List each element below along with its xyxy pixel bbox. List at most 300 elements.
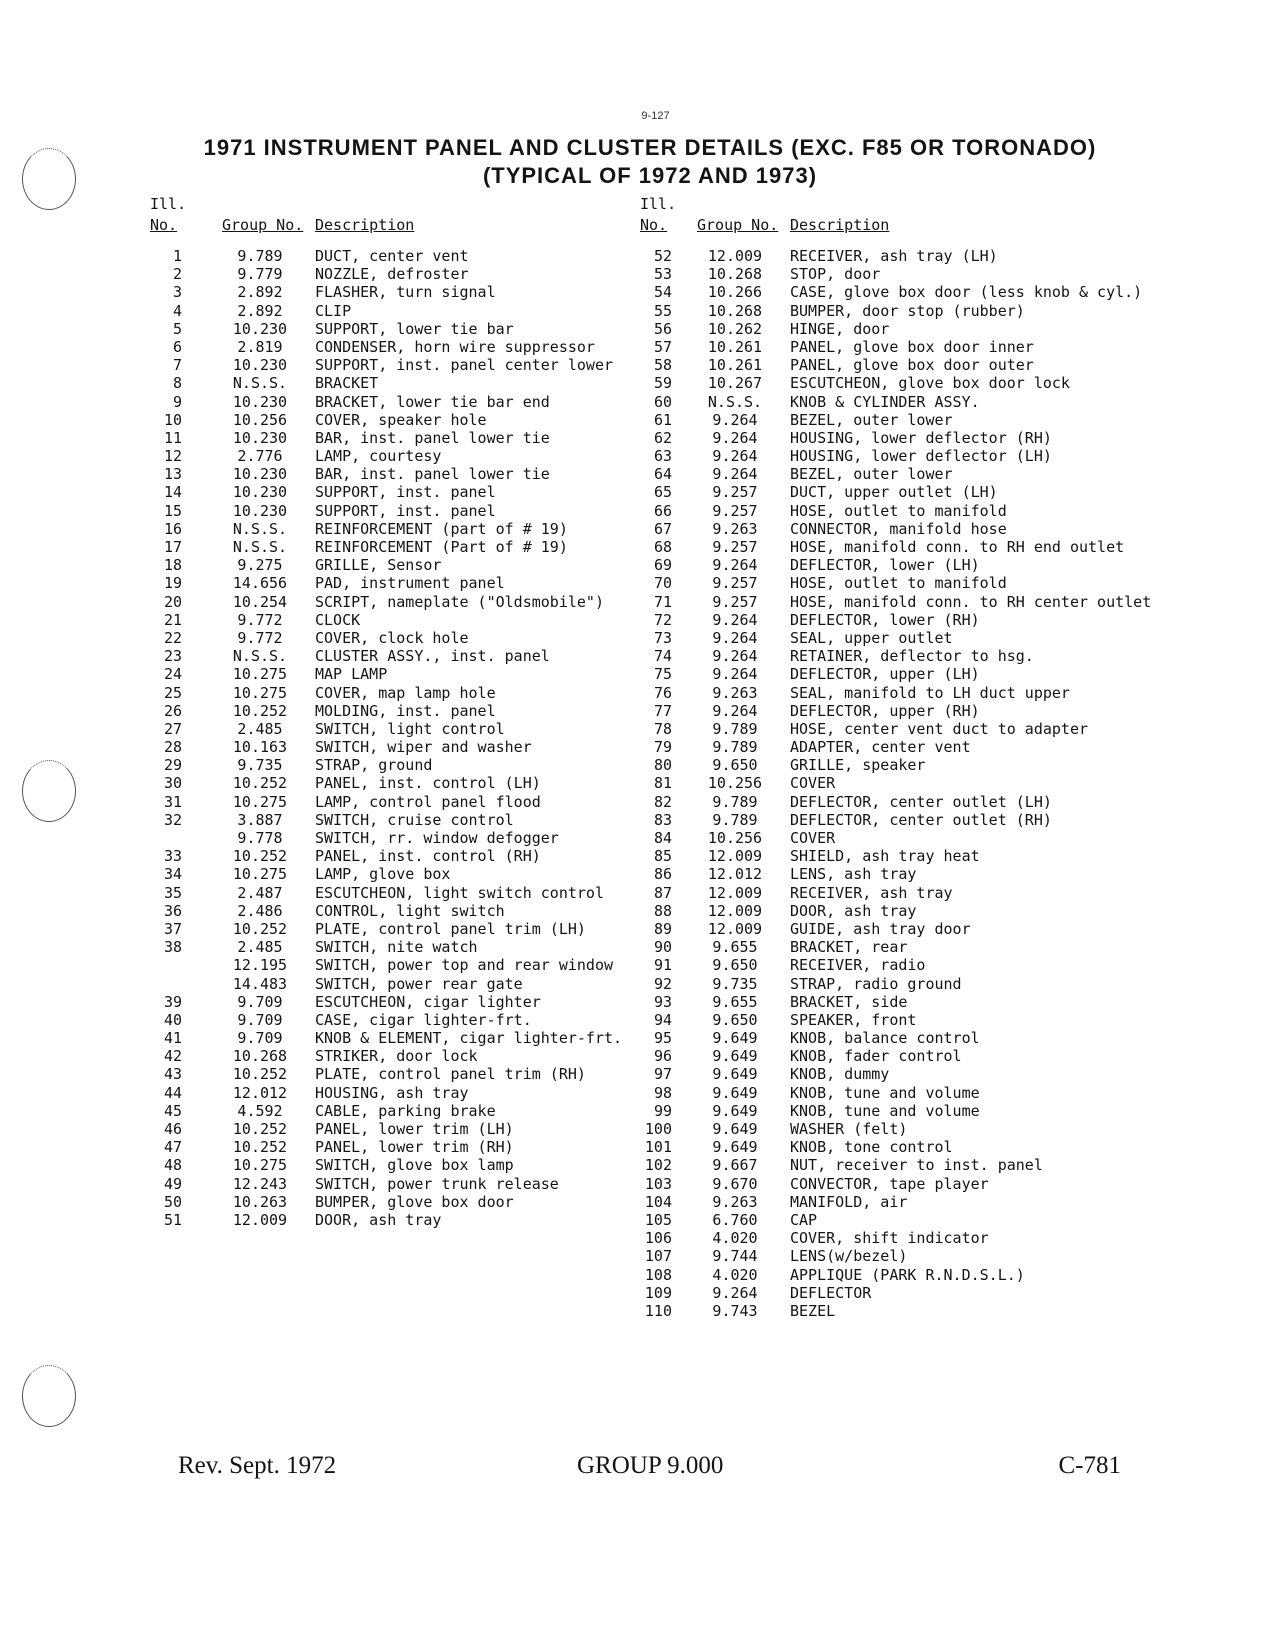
description-cell: SWITCH, cruise control <box>315 810 514 829</box>
group-number-cell: 9.778 <box>237 829 283 847</box>
group-number-cell: 9.789 <box>712 792 758 811</box>
description-cell: DOOR, ash tray <box>790 901 917 920</box>
table-row <box>640 884 1200 902</box>
description-cell: BEZEL <box>790 1301 836 1320</box>
table-row <box>150 1047 670 1065</box>
description-cell: SEAL, upper outlet <box>790 628 953 647</box>
description-cell: GUIDE, ash tray door <box>790 919 971 938</box>
ill-number: 23 <box>163 647 182 666</box>
group-number-cell: 2.819 <box>237 337 283 356</box>
description-cell: PANEL, glove box door inner <box>790 337 1034 356</box>
group-number-cell: 10.266 <box>707 283 763 302</box>
group-number-cell: 10.275 <box>232 683 288 702</box>
group-number-cell: 10.275 <box>232 792 288 811</box>
description-cell: BAR, inst. panel lower tie <box>315 428 550 447</box>
table-row <box>640 356 1200 374</box>
description-cell: LAMP, glove box <box>315 865 451 884</box>
table-row <box>150 702 670 720</box>
table-row <box>640 593 1200 611</box>
table-row <box>150 302 670 320</box>
group-number-cell: 9.649 <box>712 1083 758 1102</box>
ill-number: 91 <box>653 956 672 975</box>
description-cell: PANEL, inst. control (RH) <box>315 847 541 866</box>
ill-number: 68 <box>653 538 672 556</box>
table-row <box>640 1302 1200 1320</box>
group-number-cell: 9.257 <box>712 483 758 502</box>
description-cell: CASE, glove box door (less knob & cyl.) <box>790 283 1143 302</box>
table-row <box>150 520 670 538</box>
group-number-cell: 9.649 <box>712 1047 758 1066</box>
group-number-cell: 10.252 <box>232 847 288 866</box>
table-row <box>150 538 670 556</box>
table-row <box>150 574 670 592</box>
table-row <box>150 483 670 501</box>
ill-number: 24 <box>163 665 182 684</box>
group-number-cell: 9.779 <box>237 265 283 284</box>
group-number-cell: 10.252 <box>232 701 288 720</box>
group-number-cell: 9.744 <box>712 1247 758 1266</box>
group-number-cell: 9.789 <box>237 247 283 265</box>
table-row <box>150 975 670 993</box>
group-number-cell: 10.262 <box>707 319 763 338</box>
ill-number: 62 <box>653 428 672 447</box>
ill-number: 55 <box>653 301 672 320</box>
ill-number: 25 <box>163 683 182 702</box>
description-cell: ESCUTCHEON, cigar lighter <box>315 992 541 1011</box>
group-number-cell: 10.230 <box>232 501 288 520</box>
group-number-cell: 12.009 <box>707 901 763 920</box>
ill-number: 27 <box>163 719 182 738</box>
revision-date: Rev. Sept. 1972 <box>178 1452 337 1479</box>
ill-number: 98 <box>653 1083 672 1102</box>
table-row <box>150 593 670 611</box>
table-row <box>640 1284 1200 1302</box>
ill-number: 12 <box>163 447 182 466</box>
group-number-cell: 9.257 <box>712 592 758 611</box>
table-row <box>150 938 670 956</box>
description-cell: HOSE, outlet to manifold <box>790 574 1007 593</box>
group-number-cell: 9.257 <box>712 501 758 520</box>
table-row <box>640 1029 1200 1047</box>
ill-number: 6 <box>172 337 182 356</box>
ill-number: 78 <box>653 719 672 738</box>
table-row <box>150 738 670 756</box>
description-cell: PANEL, inst. control (LH) <box>315 774 541 793</box>
description-cell: DEFLECTOR, upper (LH) <box>790 665 980 684</box>
description-cell: COVER, speaker hole <box>315 410 487 429</box>
ill-number: 22 <box>163 628 182 647</box>
ill-number: 26 <box>163 701 182 720</box>
group-number-cell: 2.485 <box>237 938 283 957</box>
description-cell: GRILLE, speaker <box>790 756 926 775</box>
description-cell: DUCT, center vent <box>315 247 469 265</box>
group-number-cell: 12.009 <box>707 919 763 938</box>
ill-number: 28 <box>163 738 182 757</box>
group-number-cell: 9.264 <box>712 628 758 647</box>
group-number-cell: 10.267 <box>707 374 763 393</box>
description-cell: BUMPER, door stop (rubber) <box>790 301 1025 320</box>
table-header <box>150 195 670 237</box>
description-cell: CONDENSER, horn wire suppressor <box>315 337 595 356</box>
group-number-cell: 10.230 <box>232 356 288 375</box>
ill-number: 17 <box>163 538 182 556</box>
description-cell: HOSE, outlet to manifold <box>790 501 1007 520</box>
table-row <box>150 1211 670 1229</box>
table-row <box>150 865 670 883</box>
table-row <box>640 1011 1200 1029</box>
description-cell: STOP, door <box>790 265 881 284</box>
group-number-cell: 9.264 <box>712 428 758 447</box>
table-row <box>150 374 670 392</box>
description-cell: KNOB & ELEMENT, cigar lighter-frt. <box>315 1029 623 1048</box>
group-number-cell: 9.649 <box>712 1120 758 1138</box>
table-row <box>640 1247 1200 1265</box>
description-cell: COVER <box>790 829 836 847</box>
description-cell: STRAP, radio ground <box>790 974 962 993</box>
description-cell: LAMP, courtesy <box>315 447 442 466</box>
group-number-cell: 9.649 <box>712 1065 758 1084</box>
ill-number: 11 <box>163 428 182 447</box>
table-row <box>640 483 1200 501</box>
ill-number: 36 <box>163 901 182 920</box>
description-cell: HOUSING, ash tray <box>315 1083 469 1102</box>
table-row <box>640 447 1200 465</box>
description-cell: RETAINER, deflector to hsg. <box>790 647 1034 666</box>
ill-number: 56 <box>653 319 672 338</box>
page-subtitle: (TYPICAL OF 1972 AND 1973) <box>482 163 818 188</box>
table-row <box>150 629 670 647</box>
ill-number: 14 <box>163 483 182 502</box>
ill-number: 2 <box>172 265 182 284</box>
ill-number: 84 <box>653 829 672 847</box>
table-row <box>150 1193 670 1211</box>
ill-number: 42 <box>163 1047 182 1066</box>
group-number-cell: 9.667 <box>712 1156 758 1175</box>
description-cell: SWITCH, power trunk release <box>315 1174 559 1193</box>
group-number-cell: N.S.S. <box>232 519 288 538</box>
description-cell: SUPPORT, inst. panel <box>315 501 496 520</box>
group-number-cell: 10.252 <box>232 1065 288 1084</box>
ill-number: 105 <box>644 1210 672 1229</box>
table-row <box>640 720 1200 738</box>
ill-number: 74 <box>653 647 672 666</box>
description-cell: BRACKET <box>315 374 379 393</box>
ill-number: 80 <box>653 756 672 775</box>
group-number-cell: 9.264 <box>712 1283 758 1302</box>
group-number-cell: 2.892 <box>237 301 283 320</box>
description-cell: BRACKET, rear <box>790 938 908 957</box>
description-cell: BRACKET, lower tie bar end <box>315 392 550 411</box>
group-number-cell: 9.709 <box>237 992 283 1011</box>
group-number-cell: 9.650 <box>712 1010 758 1029</box>
table-row <box>640 1102 1200 1120</box>
group-number-cell: 10.252 <box>232 1138 288 1157</box>
description-cell: DEFLECTOR, upper (RH) <box>790 701 980 720</box>
group-number-cell: N.S.S. <box>232 647 288 666</box>
ill-number: 89 <box>653 919 672 938</box>
description-cell: APPLIQUE (PARK R.N.D.S.L.) <box>790 1265 1025 1284</box>
ill-number: 81 <box>653 774 672 793</box>
table-row <box>640 793 1200 811</box>
description-cell: REINFORCEMENT (Part of # 19) <box>315 538 568 556</box>
ill-number: 5 <box>172 319 182 338</box>
group-number-cell: 10.230 <box>232 428 288 447</box>
group-number-cell: 10.230 <box>232 483 288 502</box>
group-number-cell: 9.655 <box>712 938 758 957</box>
table-row <box>640 774 1200 792</box>
punch-hole-middle <box>22 760 76 822</box>
description-cell: SWITCH, light control <box>315 719 505 738</box>
header-description: Description <box>790 216 890 234</box>
description-cell: RECEIVER, ash tray (LH) <box>790 247 998 265</box>
table-row <box>640 556 1200 574</box>
parts-list-right <box>640 247 1200 1320</box>
group-number-cell: 9.257 <box>712 538 758 556</box>
table-row <box>640 811 1200 829</box>
ill-number: 3 <box>172 283 182 302</box>
table-row <box>150 429 670 447</box>
group-number-cell: 4.020 <box>712 1229 758 1248</box>
description-cell: REINFORCEMENT (part of # 19) <box>315 519 568 538</box>
description-cell: PANEL, glove box door outer <box>790 356 1034 375</box>
catalog-page-number: C-781 <box>1058 1452 1121 1479</box>
ill-number: 21 <box>163 610 182 629</box>
punch-hole-top <box>22 148 76 210</box>
ill-number: 13 <box>163 465 182 484</box>
group-number-cell: 9.263 <box>712 519 758 538</box>
description-cell: SWITCH, rr. window defogger <box>315 829 559 847</box>
table-row <box>640 1138 1200 1156</box>
ill-number: 67 <box>653 519 672 538</box>
page-title: 1971 INSTRUMENT PANEL AND CLUSTER DETAILS (EXC. F85 OR TORONADO) <box>203 135 1097 160</box>
table-row <box>640 302 1200 320</box>
group-number: GROUP 9.000 <box>577 1452 724 1479</box>
table-row <box>640 538 1200 556</box>
ill-number: 106 <box>644 1229 672 1248</box>
description-cell: SWITCH, wiper and washer <box>315 738 532 757</box>
table-row <box>150 956 670 974</box>
ill-number: 33 <box>163 847 182 866</box>
header-group-no: Group No. <box>697 216 779 234</box>
description-cell: CLIP <box>315 301 352 320</box>
table-row <box>150 1138 670 1156</box>
table-row <box>640 247 1200 265</box>
table-row <box>640 1266 1200 1284</box>
group-number-cell: 9.649 <box>712 1138 758 1157</box>
group-number-cell: 9.789 <box>712 810 758 829</box>
ill-number: 70 <box>653 574 672 593</box>
description-cell: MOLDING, inst. panel <box>315 701 496 720</box>
ill-number: 46 <box>163 1120 182 1138</box>
group-number-cell: 10.268 <box>232 1047 288 1066</box>
description-cell: COVER, shift indicator <box>790 1229 989 1248</box>
table-row <box>150 338 670 356</box>
ill-number: 102 <box>644 1156 672 1175</box>
ill-number: 93 <box>653 992 672 1011</box>
group-number-cell: 9.772 <box>237 628 283 647</box>
table-row <box>150 283 670 301</box>
ill-number: 34 <box>163 865 182 884</box>
table-row <box>150 1175 670 1193</box>
description-cell: COVER <box>790 774 836 793</box>
group-number-cell: 2.892 <box>237 283 283 302</box>
ill-number: 10 <box>163 410 182 429</box>
parts-table-right <box>640 195 1200 1320</box>
group-number-cell: 12.009 <box>232 1210 288 1229</box>
ill-number: 8 <box>172 374 182 393</box>
table-row <box>640 684 1200 702</box>
table-row <box>150 665 670 683</box>
description-cell: SWITCH, power rear gate <box>315 974 523 993</box>
description-cell: SCRIPT, nameplate ("Oldsmobile") <box>315 592 604 611</box>
group-number-cell: 2.486 <box>237 901 283 920</box>
ill-number: 29 <box>163 756 182 775</box>
table-row <box>150 247 670 265</box>
group-number-cell: 12.009 <box>707 247 763 265</box>
description-cell: HOSE, manifold conn. to RH end outlet <box>790 538 1125 556</box>
group-number-cell: 9.655 <box>712 992 758 1011</box>
table-row <box>640 411 1200 429</box>
description-cell: DEFLECTOR, center outlet (LH) <box>790 792 1052 811</box>
description-cell: KNOB, tune and volume <box>790 1083 980 1102</box>
description-cell: HOSE, center vent duct to adapter <box>790 719 1089 738</box>
description-cell: KNOB, fader control <box>790 1047 962 1066</box>
table-row <box>150 1084 670 1102</box>
group-number-cell: 12.243 <box>232 1174 288 1193</box>
ill-number: 16 <box>163 519 182 538</box>
group-number-cell: 9.257 <box>712 574 758 593</box>
group-number-cell: 9.264 <box>712 610 758 629</box>
ill-number: 77 <box>653 701 672 720</box>
description-cell: DEFLECTOR, lower (LH) <box>790 556 980 575</box>
ill-number: 75 <box>653 665 672 684</box>
table-row <box>150 1029 670 1047</box>
group-number-cell: 9.263 <box>712 1192 758 1211</box>
table-row <box>150 465 670 483</box>
group-number-cell: 9.650 <box>712 956 758 975</box>
table-row <box>640 338 1200 356</box>
description-cell: CASE, cigar lighter-frt. <box>315 1010 532 1029</box>
group-number-cell: 10.230 <box>232 465 288 484</box>
header-description: Description <box>315 216 415 234</box>
group-number-cell: 10.254 <box>232 592 288 611</box>
description-cell: DOOR, ash tray <box>315 1210 442 1229</box>
group-number-cell: 9.264 <box>712 647 758 666</box>
header-no: No. <box>150 216 178 234</box>
ill-number: 104 <box>644 1192 672 1211</box>
ill-number: 71 <box>653 592 672 611</box>
ill-number: 99 <box>653 1101 672 1120</box>
description-cell: CAP <box>790 1210 818 1229</box>
group-number-cell: 2.776 <box>237 447 283 466</box>
description-cell: KNOB, dummy <box>790 1065 890 1084</box>
table-row <box>150 393 670 411</box>
ill-number: 53 <box>653 265 672 284</box>
table-row <box>150 920 670 938</box>
ill-number: 31 <box>163 792 182 811</box>
group-number-cell: 10.230 <box>232 392 288 411</box>
description-cell: KNOB, balance control <box>790 1029 980 1048</box>
ill-number: 72 <box>653 610 672 629</box>
description-cell: STRIKER, door lock <box>315 1047 478 1066</box>
table-row <box>640 283 1200 301</box>
table-row <box>640 502 1200 520</box>
table-row <box>640 520 1200 538</box>
table-row <box>150 1120 670 1138</box>
group-number-cell: 10.256 <box>232 410 288 429</box>
ill-number: 103 <box>644 1174 672 1193</box>
table-row <box>640 702 1200 720</box>
ill-number: 85 <box>653 847 672 866</box>
description-cell: COVER, clock hole <box>315 628 469 647</box>
ill-number: 90 <box>653 938 672 957</box>
ill-number: 59 <box>653 374 672 393</box>
description-cell: BUMPER, glove box door <box>315 1192 514 1211</box>
ill-number: 43 <box>163 1065 182 1084</box>
group-number-cell: 10.263 <box>232 1192 288 1211</box>
ill-number: 88 <box>653 901 672 920</box>
description-cell: CONVECTOR, tape player <box>790 1174 989 1193</box>
description-cell: STRAP, ground <box>315 756 433 775</box>
table-row <box>150 902 670 920</box>
ill-number: 57 <box>653 337 672 356</box>
ill-number: 7 <box>172 356 182 375</box>
description-cell: SPEAKER, front <box>790 1010 917 1029</box>
table-row <box>640 374 1200 392</box>
table-row <box>640 1229 1200 1247</box>
description-cell: ADAPTER, center vent <box>790 738 971 757</box>
ill-number: 20 <box>163 592 182 611</box>
table-row <box>150 811 670 829</box>
ill-number: 66 <box>653 501 672 520</box>
ill-number: 63 <box>653 447 672 466</box>
table-row <box>150 1011 670 1029</box>
ill-number: 94 <box>653 1010 672 1029</box>
ill-number: 65 <box>653 483 672 502</box>
group-number-cell: 10.275 <box>232 1156 288 1175</box>
ill-number: 60 <box>653 392 672 411</box>
group-number-cell: N.S.S. <box>707 392 763 411</box>
ill-number: 40 <box>163 1010 182 1029</box>
description-cell: SUPPORT, inst. panel center lower <box>315 356 614 375</box>
ill-number: 87 <box>653 883 672 902</box>
group-number-cell: 9.789 <box>712 738 758 757</box>
ill-number: 54 <box>653 283 672 302</box>
ill-number: 19 <box>163 574 182 593</box>
description-cell: FLASHER, turn signal <box>315 283 496 302</box>
ill-number: 30 <box>163 774 182 793</box>
ill-number: 39 <box>163 992 182 1011</box>
ill-number: 4 <box>172 301 182 320</box>
description-cell: KNOB, tune and volume <box>790 1101 980 1120</box>
description-cell: RECEIVER, ash tray <box>790 883 953 902</box>
group-number-cell: 9.263 <box>712 683 758 702</box>
ill-number: 108 <box>644 1265 672 1284</box>
description-cell: SHIELD, ash tray heat <box>790 847 980 866</box>
punch-hole-bottom <box>22 1365 76 1427</box>
group-number-cell: 10.252 <box>232 774 288 793</box>
description-cell: DUCT, upper outlet (LH) <box>790 483 998 502</box>
ill-number: 95 <box>653 1029 672 1048</box>
table-row <box>640 738 1200 756</box>
ill-number: 1 <box>172 247 182 265</box>
ill-number: 61 <box>653 410 672 429</box>
table-row <box>640 1156 1200 1174</box>
description-cell: HOSE, manifold conn. to RH center outlet <box>790 592 1152 611</box>
ill-number: 76 <box>653 683 672 702</box>
group-number-cell: 9.275 <box>237 556 283 575</box>
group-number-cell: 9.264 <box>712 701 758 720</box>
